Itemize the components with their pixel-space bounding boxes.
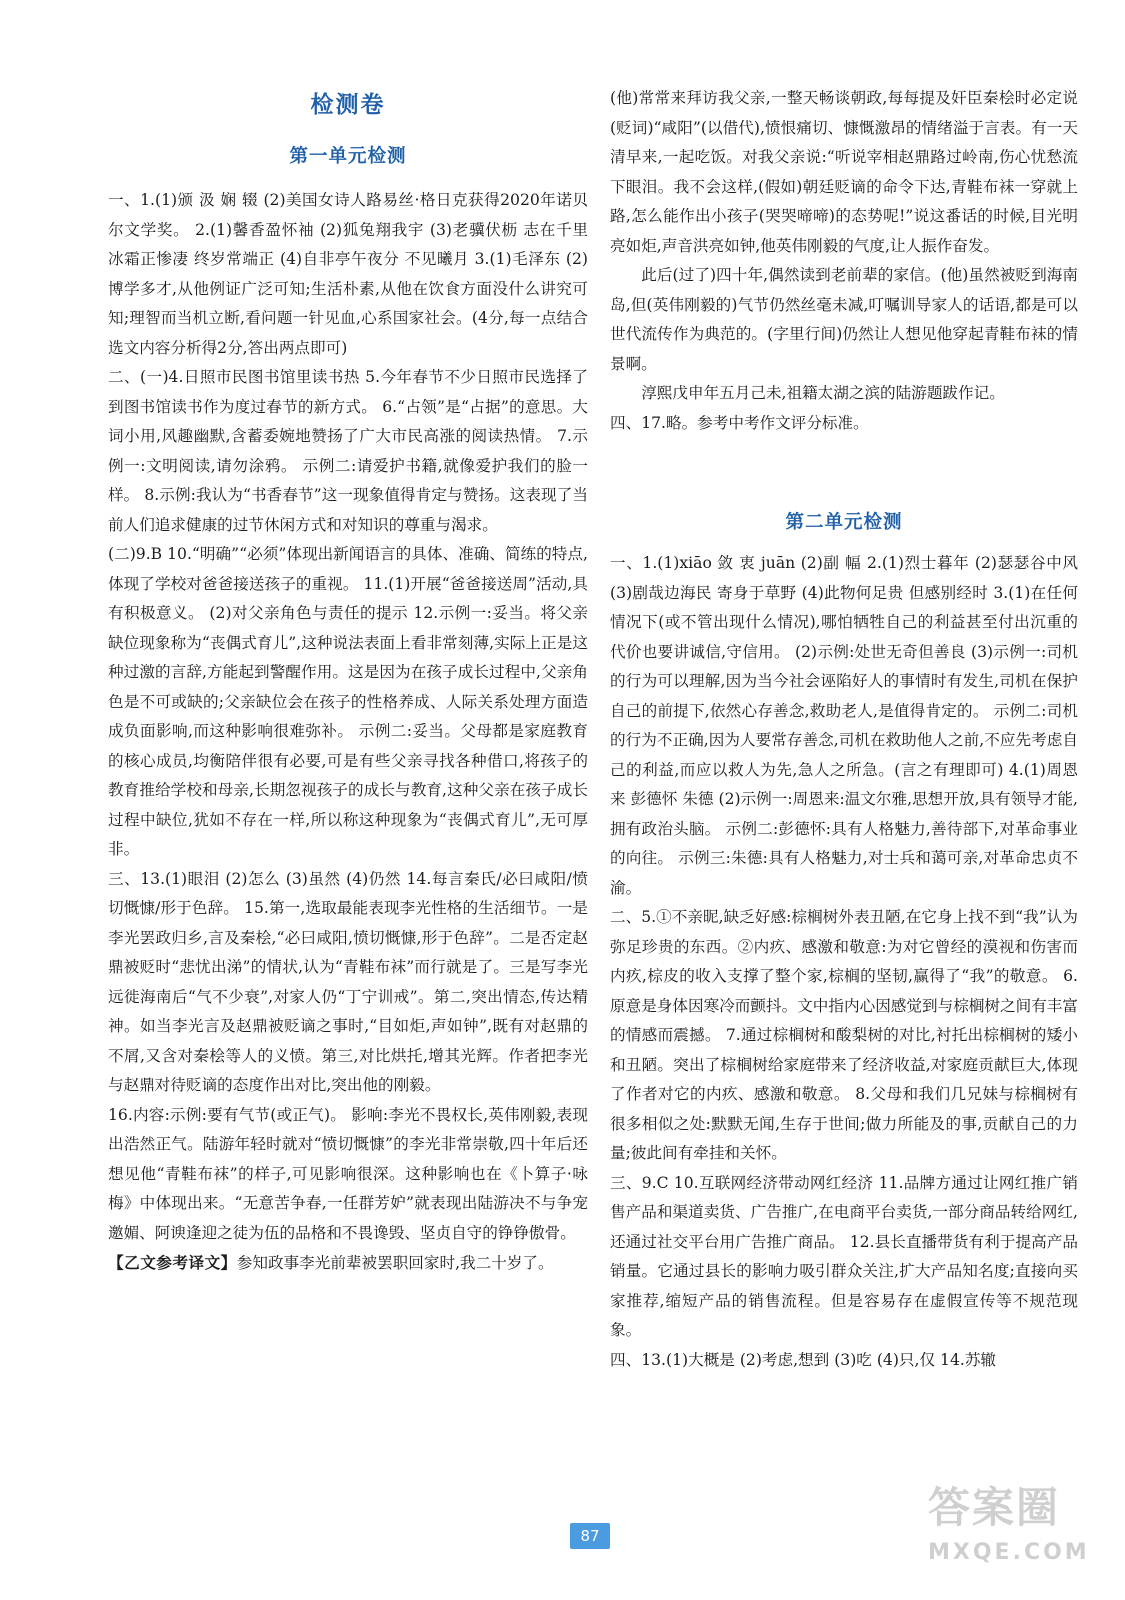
answer-paragraph: 二、(一)4.日照市民图书馆里读书热 5.今年春节不少日照市民选择了到图书馆读书作为度过春节的新方式。 6.“占领”是“占据”的意思。大词小用,风趣幽默,含蓄委婉地赞扬了广大市民高涨的阅读热情。 7.示例一:文明阅读,请勿涂鸦。 示例二:请爱护书籍,就像爱护我们的脸一样。 8.示例:我认为“书香春节”这一现象值得肯定与赞扬。这表现了当前人们追求健康的过节休闲方式和对知识的尊重与渴求。 xyxy=(108,368,588,534)
translation-paragraph: 此后(过了)四十年,偶然读到老前辈的家信。(他)虽然被贬到海南岛,但(英伟刚毅的)气节仍然丝毫未减,叮嘱训导家人的话语,都是可以世代流传作为典范的。(字里行间)仍然让人想见他穿起青鞋布袜的情景啊。 xyxy=(610,266,1078,373)
page-number: 87 xyxy=(570,1523,610,1549)
unit1-title: 第一单元检测 xyxy=(289,146,407,167)
right-column-top xyxy=(610,84,1078,438)
watermark-url: MXQE.COM xyxy=(928,1540,1090,1565)
answer-paragraph: (二)9.B 10.“明确”“必须”体现出新闻语言的具体、准确、简练的特点,体现了学校对爸爸接送孩子的重视。 11.(1)开展“爸爸接送周”活动,具有积极意义。 (2)对父亲角色与责任的提示 12.示例一:妥当。将父亲缺位现象称为“丧偶式育儿”,这种说法表面上看非常刻薄,实际上正是这种过激的言辞,方能起到警醒作用。这是因为在孩子成长过程中,父亲角色是不可或缺的;父亲缺位会在孩子的性格养成、人际关系处理方面造成负面影响,而这种影响很难弥补。 示例二:妥当。父母都是家庭教育的核心成员,均衡陪伴很有必要,可是有些父亲寻找各种借口,将孩子的教育推给学校和母亲,长期忽视孩子的成长与教育,这种父亲在孩子成长过程中缺位,犹如不存在一样,所以称这种现象为“丧偶式育儿”,无可厚非。 xyxy=(108,545,588,858)
watermark-logo xyxy=(928,1478,1088,1588)
answer-paragraph: 一、1.(1)颁 汲 娴 辍 (2)美国女诗人路易丝·格日克获得2020年诺贝尔文学奖。 2.(1)馨香盈怀袖 (2)狐兔翔我宇 (3)老骥伏枥 志在千里 冰霜正惨凄 终岁常端正 (4)自非亭午夜分 不见曦月 3.(1)毛泽东 (2)博学多才,从他例证广泛可知;生活朴素,从他在饮食方面没什么讲究可知;理智而当机立断,看问题一针见血,心系国家社会。(4分,每一点结合选文内容分析得2分,答出两点即可) xyxy=(108,191,588,357)
right-column-bottom xyxy=(610,549,1078,1375)
answer-paragraph: 三、9.C 10.互联网经济带动网红经济 11.品牌方通过让网红推广销售产品和渠道卖货、广告推广,在电商平台卖货,一部分商品转给网红,还通过社交平台用广告推广商品。 12.县长直播带货有利于提高产品销量。它通过县长的影响力吸引群众关注,扩大产品知名度;直接向买家推荐,缩短产品的销售流程。但是容易存在虚假宣传等不规范现象。 xyxy=(610,1173,1078,1339)
watermark-text: 答案圈 xyxy=(928,1483,1061,1532)
page-title: 检测卷 xyxy=(310,92,386,118)
left-column xyxy=(108,186,588,1279)
answer-paragraph: 四、17.略。参考中考作文评分标准。 xyxy=(610,413,869,432)
answer-paragraph: 二、5.①不亲昵,缺乏好感:棕榈树外表丑陋,在它身上找不到“我”认为弥足珍贵的东西。②内疚、感激和敬意:为对它曾经的漠视和伤害而内疚,棕皮的收入支撑了整个家,棕榈的坚韧,赢得了“我”的敬意。 6.原意是身体因寒冷而颤抖。文中指内心因感觉到与棕榈树之间有丰富的情感而震撼。 7.通过棕榈树和酸梨树的对比,衬托出棕榈树的矮小和丑陋。突出了棕榈树给家庭带来了经济收益,对家庭贡献巨大,体现了作者对它的内疚、感激和敬意。 8.父母和我们几兄妹与棕榈树有很多相似之处:默默无闻,生存于世间;做力所能及的事,贡献自己的力量;彼此间有牵挂和关怀。 xyxy=(610,908,1078,1162)
answer-paragraph: 一、1.(1)xiāo 敛 衷 juān (2)副 幅 2.(1)烈士暮年 (2)瑟瑟谷中风 (3)剧哉边海民 寄身于草野 (4)此物何足贵 但感别经时 3.(1)在任何情况下(或不管出现什么情况),哪怕牺牲自己的利益甚至付出沉重的代价也要讲诚信,守信用。 (2)示例:处世无奇但善良 (3)示例一:司机的行为可以理解,因为当今社会诬陷好人的事情时有发生,司机在保护自己的前提下,依然心存善念,救助老人,是值得肯定的。 示例二:司机的行为不正确,因为人要常存善念,司机在救助他人之前,不应先考虑自己的利益,而应以救人为先,急人之所急。(言之有理即可) 4.(1)周恩来 彭德怀 朱德 (2)示例一:周恩来:温文尔雅,思想开放,具有领导才能,拥有政治头脑。 示例二:彭德怀:具有人格魅力,善待部下,对革命事业的向往。 示例三:朱德:具有人格魅力,对士兵和蔼可亲,对革命忠贞不渝。 xyxy=(610,554,1078,897)
unit2-title: 第二单元检测 xyxy=(785,512,903,533)
answer-paragraph: 三、13.(1)眼泪 (2)怎么 (3)虽然 (4)仍然 14.每言秦氏/必曰咸阳/愤切慨慷/形于色辞。 15.第一,选取最能表现李光性格的生活细节。一是李光罢政归乡,言及秦桧,“必曰咸阳,愤切慨慷,形于色辞”。二是否定赵鼎被贬时“悲忧出涕”的情状,认为“青鞋布袜”而行就是了。三是写李光远徙海南后“气不少衰”,对家人仍“丁宁训戒”。第二,突出情态,传达精神。如当李光言及赵鼎被贬谪之事时,“目如炬,声如钟”,既有对赵鼎的不屑,又含对秦桧等人的义愤。第三,对比烘托,增其光辉。作者把李光与赵鼎对待贬谪的态度作出对比,突出他的刚毅。 xyxy=(108,869,588,1094)
answer-paragraph: 四、13.(1)大概是 (2)考虑,想到 (3)吃 (4)只,仅 14.苏辙 xyxy=(610,1350,997,1369)
translation-paragraph: (他)常常来拜访我父亲,一整天畅谈朝政,每每提及奸臣秦桧时必定说(贬词)“咸阳”(以借代),愤恨痛切、慷慨激昂的情绪溢于言表。有一天清早来,一起吃饭。对我父亲说:“听说宰相赵鼎路过岭南,伤心忧愁流下眼泪。我不会这样,(假如)朝廷贬谪的命令下达,青鞋布袜一穿就上路,怎么能作出小孩子(哭哭啼啼)的态势呢!”说这番话的时候,目光明亮如炬,声音洪亮如钟,他英伟刚毅的气度,让人振作奋发。 xyxy=(610,89,1078,255)
translation-tag: 【乙文参考译文】 xyxy=(108,1253,237,1272)
translation-text: 参知政事李光前辈被罢职回家时,我二十岁了。 xyxy=(236,1254,554,1272)
translation-note xyxy=(108,1248,588,1279)
answer-paragraph: 16.内容:示例:要有气节(或正气)。 影响:李光不畏权长,英伟刚毅,表现出浩然正气。陆游年轻时就对“愤切慨慷”的李光非常崇敬,四十年后还想见他“青鞋布袜”的样子,可见影响很深。这种影响也在《卜算子·咏梅》中体现出来。“无意苦争春,一任群芳妒”就表现出陆游决不与争宠邀媚、阿谀逢迎之徒为伍的品格和不畏谗毁、坚贞自守的铮铮傲骨。 xyxy=(108,1105,588,1242)
translation-paragraph: 淳熙戊申年五月己未,祖籍太湖之滨的陆游题跋作记。 xyxy=(641,384,1005,402)
